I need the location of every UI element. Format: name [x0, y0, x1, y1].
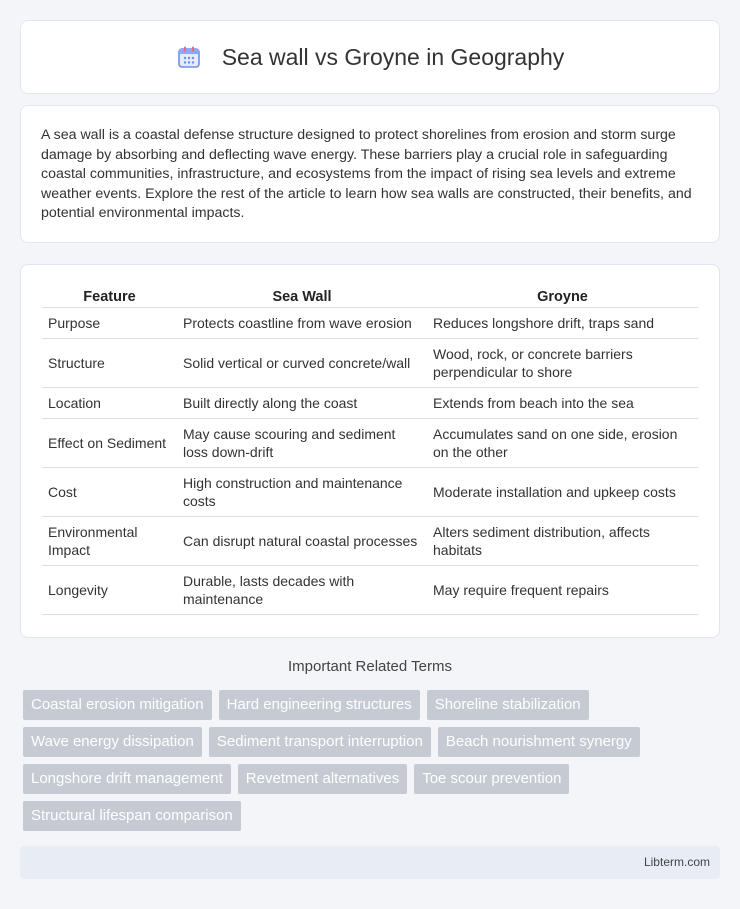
table-cell: Moderate installation and upkeep costs	[427, 468, 698, 517]
related-term-tag[interactable]: Coastal erosion mitigation	[23, 690, 212, 720]
table-cell: Purpose	[42, 308, 177, 339]
title-card	[20, 20, 720, 94]
table-cell: Protects coastline from wave erosion	[177, 308, 427, 339]
table-cell: Effect on Sediment	[42, 419, 177, 468]
table-cell: Alters sediment distribution, affects habitats	[427, 517, 698, 566]
table-cell: Solid vertical or curved concrete/wall	[177, 339, 427, 388]
related-term-tag[interactable]: Shoreline stabilization	[427, 690, 589, 720]
table-cell: High construction and maintenance costs	[177, 468, 427, 517]
table-cell: Extends from beach into the sea	[427, 388, 698, 419]
table-cell: May require frequent repairs	[427, 566, 698, 615]
related-term-tag[interactable]: Longshore drift management	[23, 764, 231, 794]
comparison-table	[42, 285, 698, 615]
table-cell: Structure	[42, 339, 177, 388]
related-term-tag[interactable]: Toe scour prevention	[414, 764, 569, 794]
table-cell: Environmental Impact	[42, 517, 177, 566]
table-cell: Location	[42, 388, 177, 419]
related-term-tag[interactable]: Revetment alternatives	[238, 764, 407, 794]
footer-brand[interactable]: Libterm.com	[643, 855, 710, 869]
table-row	[42, 388, 698, 419]
table-row	[42, 566, 698, 615]
table-cell: Reduces longshore drift, traps sand	[427, 308, 698, 339]
table-row	[42, 468, 698, 517]
intro-card	[20, 105, 720, 243]
table-header-row	[42, 285, 698, 308]
table-row	[42, 517, 698, 566]
table-cell: Longevity	[42, 566, 177, 615]
related-term-tag[interactable]: Hard engineering structures	[219, 690, 420, 720]
column-header: Feature	[42, 285, 177, 308]
table-cell: Cost	[42, 468, 177, 517]
table-cell: Accumulates sand on one side, erosion on the other	[427, 419, 698, 468]
table-cell: Wood, rock, or concrete barriers perpendicular to shore	[427, 339, 698, 388]
table-cell: May cause scouring and sediment loss down-drift	[177, 419, 427, 468]
table-cell: Built directly along the coast	[177, 388, 427, 419]
column-header: Groyne	[427, 285, 698, 308]
footer	[20, 846, 720, 879]
related-term-tag[interactable]: Structural lifespan comparison	[23, 801, 241, 831]
comparison-card	[20, 264, 720, 638]
related-term-tag[interactable]: Sediment transport interruption	[209, 727, 431, 757]
related-terms-title: Important Related Terms	[288, 658, 452, 675]
calendar-icon	[176, 44, 202, 70]
related-term-tag[interactable]: Beach nourishment synergy	[438, 727, 640, 757]
table-cell: Can disrupt natural coastal processes	[177, 517, 427, 566]
related-terms-list	[23, 690, 713, 831]
table-row	[42, 308, 698, 339]
table-cell: Durable, lasts decades with maintenance	[177, 566, 427, 615]
page-title: Sea wall vs Groyne in Geography	[221, 43, 565, 70]
table-row	[42, 339, 698, 388]
related-term-tag[interactable]: Wave energy dissipation	[23, 727, 202, 757]
column-header: Sea Wall	[177, 285, 427, 308]
table-row	[42, 419, 698, 468]
intro-text: A sea wall is a coastal defense structure designed to protect shorelines from erosion and storm surge damage by absorbing and deflecting wave energy. These barriers play a crucial role in safeguarding coastal communities, infrastructure, and ecosystems from the impact of rising sea levels and extreme weather events. Explore the rest of the article to learn how sea walls are constructed, their benefits, and potential environmental impacts.	[41, 127, 692, 221]
